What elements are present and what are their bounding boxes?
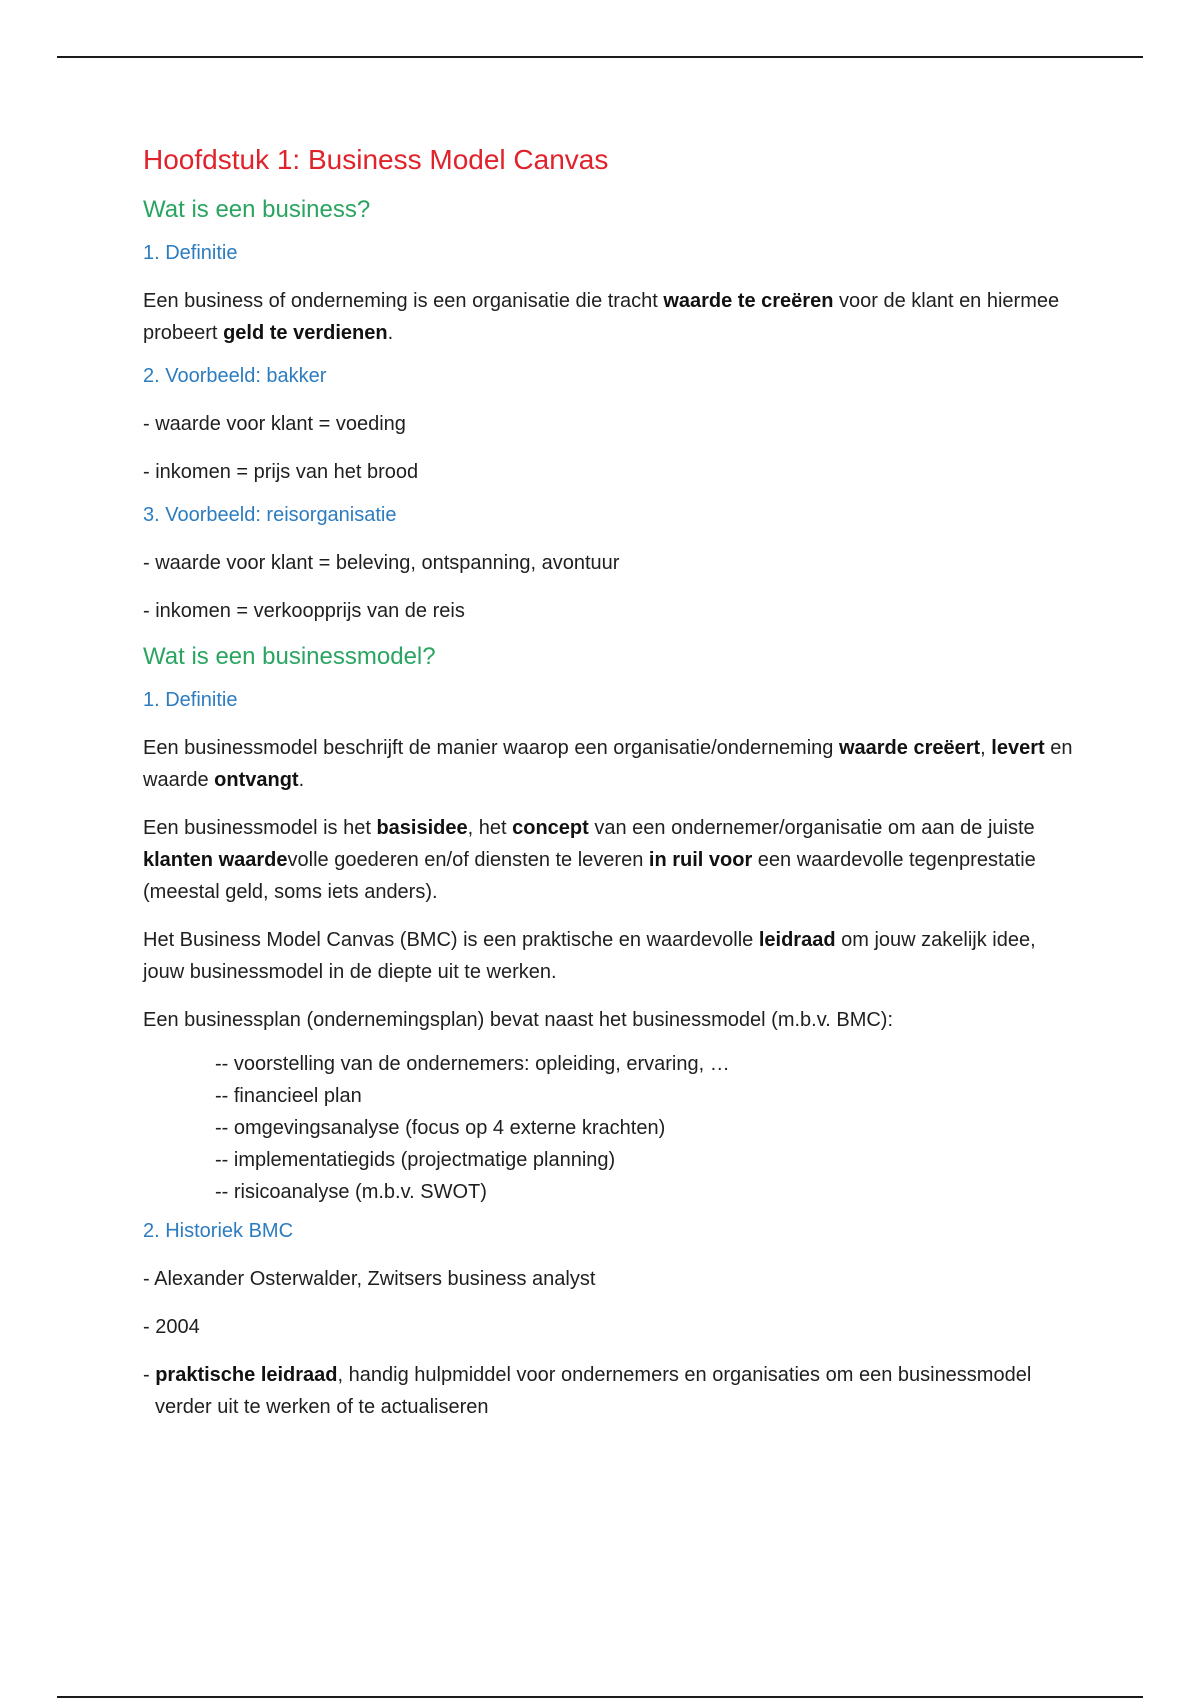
list-item: -- financieel plan — [215, 1085, 362, 1107]
list-item: -- risicoanalyse (m.b.v. SWOT) — [215, 1181, 487, 1203]
section-heading-business: Wat is een business? — [143, 196, 371, 223]
footer-rule — [57, 1696, 1143, 1698]
section-heading-businessmodel: Wat is een businessmodel? — [143, 643, 436, 670]
list-item: - waarde voor klant = beleving, ontspanning, avontuur — [143, 552, 620, 574]
list-item: - praktische leidraad, handig hulpmiddel voor ondernemers en organisaties om een businessmodel verder uit te werken of te actualiseren — [143, 1364, 1032, 1418]
list-item: -- omgevingsanalyse (focus op 4 externe krachten) — [215, 1117, 666, 1139]
subheading-definitie-2: 1. Definitie — [143, 689, 238, 711]
definition-business: Een business of onderneming is een organisatie die tracht waarde te creëren voor de klant en hiermee probeert geld te verdienen. — [143, 290, 1060, 344]
subheading-definitie: 1. Definitie — [143, 242, 238, 264]
paragraph: Een businessmodel beschrijft de manier waarop een organisatie/onderneming waarde creëert, levert en waarde ontvangt. — [143, 737, 1073, 791]
list-item: -- implementatiegids (projectmatige planning) — [215, 1149, 616, 1171]
list-item: - 2004 — [143, 1316, 200, 1338]
list-item: -- voorstelling van de ondernemers: opleiding, ervaring, … — [215, 1053, 730, 1075]
document-page — [143, 144, 1073, 1439]
chapter-title: Hoofdstuk 1: Business Model Canvas — [143, 144, 609, 175]
businessplan-list — [215, 1048, 1073, 1208]
subheading-voorbeeld-reisorganisatie: 3. Voorbeeld: reisorganisatie — [143, 504, 397, 526]
header-rule — [57, 56, 1143, 58]
list-item: - waarde voor klant = voeding — [143, 413, 406, 435]
list-item: - inkomen = verkoopprijs van de reis — [143, 600, 465, 622]
subheading-voorbeeld-bakker: 2. Voorbeeld: bakker — [143, 365, 327, 387]
subheading-historiek: 2. Historiek BMC — [143, 1220, 294, 1242]
list-item: - inkomen = prijs van het brood — [143, 461, 419, 483]
list-item: - Alexander Osterwalder, Zwitsers business analyst — [143, 1268, 596, 1290]
paragraph: Een businessmodel is het basisidee, het concept van een ondernemer/organisatie om aan de juiste klanten waardevolle goederen en/of diensten te leveren in ruil voor een waardevolle tegenprestatie (meestal geld, soms iets anders). — [143, 817, 1036, 903]
paragraph: Het Business Model Canvas (BMC) is een praktische en waardevolle leidraad om jouw zakelijk idee, jouw businessmodel in de diepte uit te werken. — [143, 929, 1036, 983]
paragraph: Een businessplan (ondernemingsplan) bevat naast het businessmodel (m.b.v. BMC): — [143, 1009, 894, 1031]
